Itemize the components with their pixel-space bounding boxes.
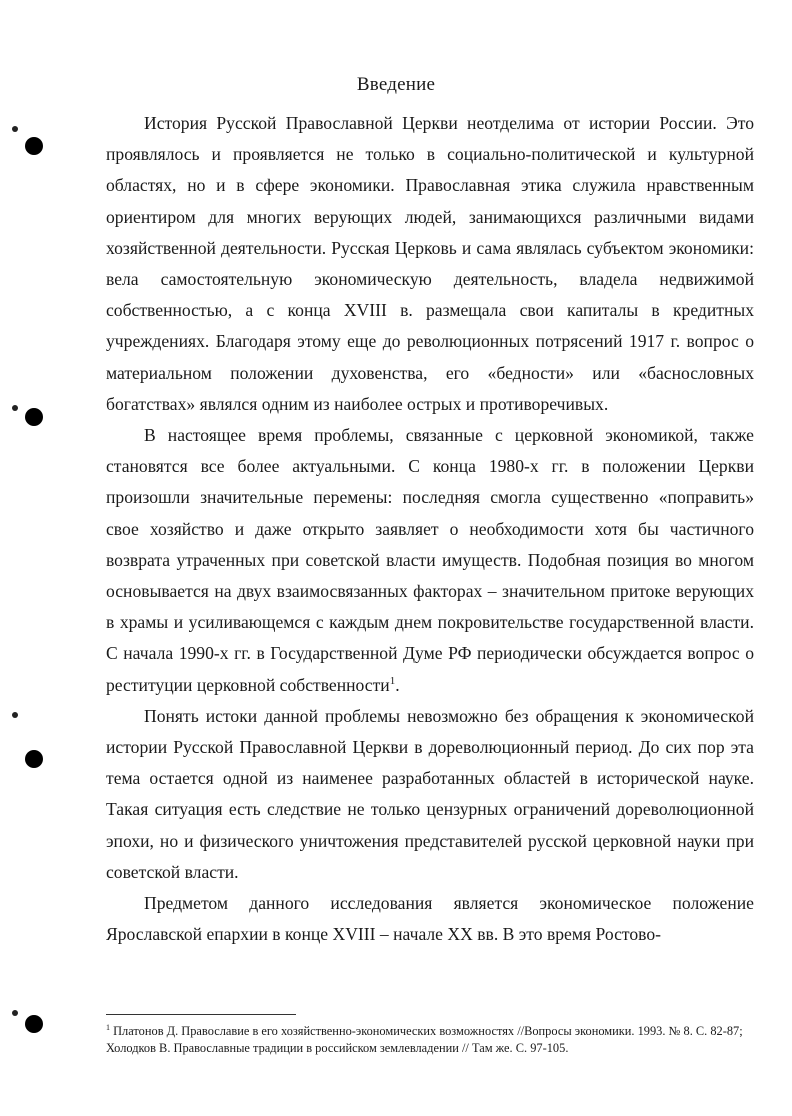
paragraph bbox=[106, 108, 754, 420]
body-text bbox=[106, 108, 754, 950]
scan-speck bbox=[12, 405, 18, 411]
paragraph-text: В настоящее время проблемы, связанные с церковной экономикой, также становятся все более актуальными. С конца 1980-х гг. в положении Церкви произошли значительные перемены: последняя смогла существенно «поправить» свое хозяйство и даже открыто заявляет о необходимости хотя бы частичного возврата утраченных при советской власти имуществ. Подобная позиция во многом основывается на двух взаимосвязанных факторах – значительном притоке верующих в храмы и усиливающемся с каждым днем покровительстве государственной власти. С начала 1990-х гг. в Государственной Думе РФ периодически обсуждается вопрос о реституции церковной собственности bbox=[106, 425, 754, 695]
footnote-ref: 1 bbox=[389, 674, 396, 687]
footnote bbox=[106, 1020, 754, 1056]
scan-speck bbox=[12, 1010, 18, 1016]
paragraph-text: Понять истоки данной проблемы невозможно без обращения к экономической истории Русской Православной Церкви в дореволюционный период. До сих пор эта тема остается одной из наименее разработанных областей в исторической науке. Такая ситуация есть следствие не только цензурных ограничений дореволюционной эпохи, но и физического уничтожения представителей русской церковной науки при советской власти. bbox=[106, 705, 754, 882]
scan-speck bbox=[12, 712, 18, 718]
paragraph bbox=[106, 701, 754, 888]
footnote-marker: 1 bbox=[106, 1023, 110, 1032]
punch-hole bbox=[25, 408, 43, 426]
punch-hole bbox=[25, 137, 43, 155]
paragraph bbox=[106, 888, 754, 950]
scan-speck bbox=[12, 126, 18, 132]
paragraph-text: Предметом данного исследования является экономическое положение Ярославской епархии в конце XVIII – начале XX вв. В это время Ростово- bbox=[106, 893, 754, 945]
page-title: Введение bbox=[356, 74, 436, 95]
footnote-text: Платонов Д. Православие в его хозяйственно-экономических возможностях //Вопросы экономики. 1993. № 8. С. 82-87; Холодков В. Православные традиции в российском землевладении // Там же. С. 97-105. bbox=[106, 1024, 743, 1055]
paragraph: В настоящее время проблемы, связанные с церковной экономикой, также становятся все более актуальными. С конца 1980-х гг. в положении Церкви произошли значительные перемены: последняя смогла существенно «поправить» свое хозяйство и даже открыто заявляет о необходимости хотя бы частичного возврата утраченных при советской власти имуществ. Подобная позиция во многом основывается на двух взаимосвязанных факторах – значительном притоке верующих в храмы и усиливающемся с каждым днем покровительстве государственной власти. С начала 1990-х гг. в Государственной Думе РФ периодически обсуждается вопрос о реституции церковной собственности$^1$. bbox=[106, 425, 754, 695]
punch-hole bbox=[25, 1015, 43, 1033]
punch-hole bbox=[25, 750, 43, 768]
footnote-divider bbox=[106, 1014, 296, 1015]
paragraph-text: История Русской Православной Церкви неотделима от истории России. Это проявлялось и проявляется не только в социально-политической и культурной областях, но и в сфере экономики. Православная этика служила нравственным ориентиром для многих верующих людей, занимающихся различными видами хозяйственной деятельности. Русская Церковь и сама являлась субъектом экономики: вела самостоятельную экономическую деятельность, владела недвижимой собственностью, а с конца XVIII в. размещала свои капиталы в кредитных учреждениях. Благодаря этому еще до революционных потрясений 1917 г. вопрос о материальном положении духовенства, его «бедности» или «баснословных богатствах» являлся одним из наиболее острых и противоречивых. bbox=[106, 113, 754, 414]
